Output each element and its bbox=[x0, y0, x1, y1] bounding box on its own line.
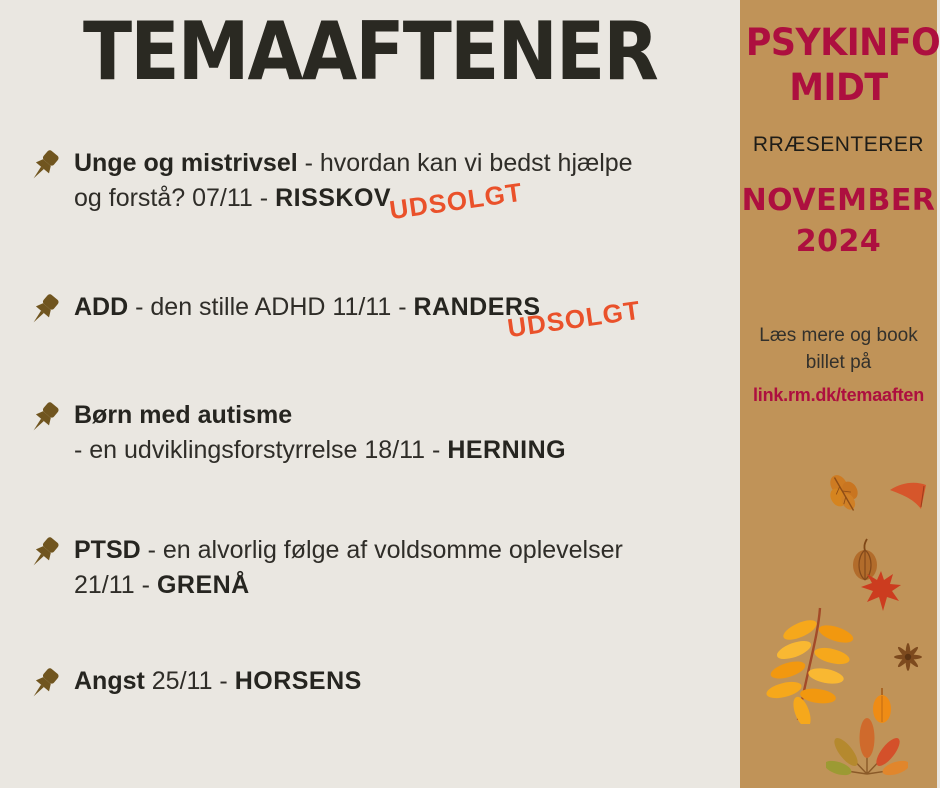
event-title: Børn med autisme bbox=[74, 401, 293, 429]
event-location: HORSENS bbox=[234, 667, 362, 695]
pushpin-icon bbox=[26, 292, 62, 328]
pushpin-icon bbox=[26, 400, 62, 436]
event-line-2 bbox=[74, 568, 623, 603]
event-location: RISSKOV bbox=[275, 184, 392, 212]
event-description: - en alvorlig følge af voldsomme oplevelser bbox=[140, 536, 623, 564]
oak-leaf-icon bbox=[818, 468, 870, 520]
event-text bbox=[74, 664, 362, 699]
event-description: - den stille ADHD 11/11 - bbox=[128, 293, 414, 321]
month-year: 2024 bbox=[795, 224, 882, 259]
event-title: ADD bbox=[74, 293, 129, 321]
event-location: HERNING bbox=[447, 436, 567, 464]
event-line-1 bbox=[74, 146, 633, 181]
presents-label: RRÆSENTERER bbox=[752, 133, 925, 156]
brand-line-2: MIDT bbox=[789, 66, 888, 109]
cta-line-2: billet på bbox=[805, 352, 872, 373]
event-description: 25/11 - bbox=[144, 667, 235, 695]
red-edge-leaf-icon bbox=[888, 480, 928, 514]
event-text bbox=[74, 398, 566, 468]
event-add bbox=[26, 290, 726, 344]
event-line-1 bbox=[74, 290, 541, 325]
event-title: Angst bbox=[74, 667, 145, 695]
sidebar bbox=[740, 0, 940, 788]
soldout-badge: UDSOLGT bbox=[505, 294, 643, 344]
event-unge-og-mistrivsel bbox=[26, 146, 726, 226]
pushpin-icon bbox=[26, 666, 62, 702]
brand-line-1: PSYKINFO bbox=[745, 21, 940, 64]
event-title: PTSD bbox=[74, 536, 141, 564]
event-location: GRENÅ bbox=[156, 571, 250, 599]
pushpin-icon bbox=[26, 535, 62, 571]
event-text bbox=[74, 533, 623, 603]
event-title: Unge og mistrivsel bbox=[74, 149, 298, 177]
event-boern-med-autisme bbox=[26, 398, 726, 468]
star-anise-icon bbox=[890, 640, 926, 674]
event-description: og forstå? 07/11 - bbox=[74, 184, 276, 212]
soldout-badge: UDSOLGT bbox=[387, 176, 525, 226]
event-line-1 bbox=[74, 664, 362, 699]
maple-leaf-icon bbox=[858, 570, 904, 612]
rowan-leaf-icon bbox=[760, 606, 858, 724]
creeper-leaf-icon bbox=[826, 716, 908, 788]
cta-line-1: Læs mere og book bbox=[759, 325, 918, 346]
event-location: RANDERS bbox=[413, 293, 541, 321]
cta-text bbox=[740, 322, 937, 409]
event-line-2 bbox=[74, 433, 566, 468]
event-description: 21/11 - bbox=[74, 571, 157, 599]
event-line-1 bbox=[74, 398, 566, 433]
event-description: - en udviklingsforstyrrelse 18/11 - bbox=[74, 436, 448, 464]
poster-title: TEMAAFTENER bbox=[83, 5, 657, 98]
month-name: NOVEMBER bbox=[741, 183, 936, 218]
event-text bbox=[74, 290, 541, 325]
brand-name bbox=[745, 20, 940, 110]
event-angst bbox=[26, 664, 726, 702]
event-line-1 bbox=[74, 533, 623, 568]
booking-link: link.rm.dk/temaaften bbox=[752, 385, 925, 405]
event-text bbox=[74, 146, 633, 216]
month-label bbox=[740, 180, 937, 262]
event-description: - hvordan kan vi bedst hjælpe bbox=[297, 149, 633, 177]
event-ptsd bbox=[26, 533, 726, 603]
event-line-2 bbox=[74, 181, 633, 216]
pushpin-icon bbox=[26, 148, 62, 184]
